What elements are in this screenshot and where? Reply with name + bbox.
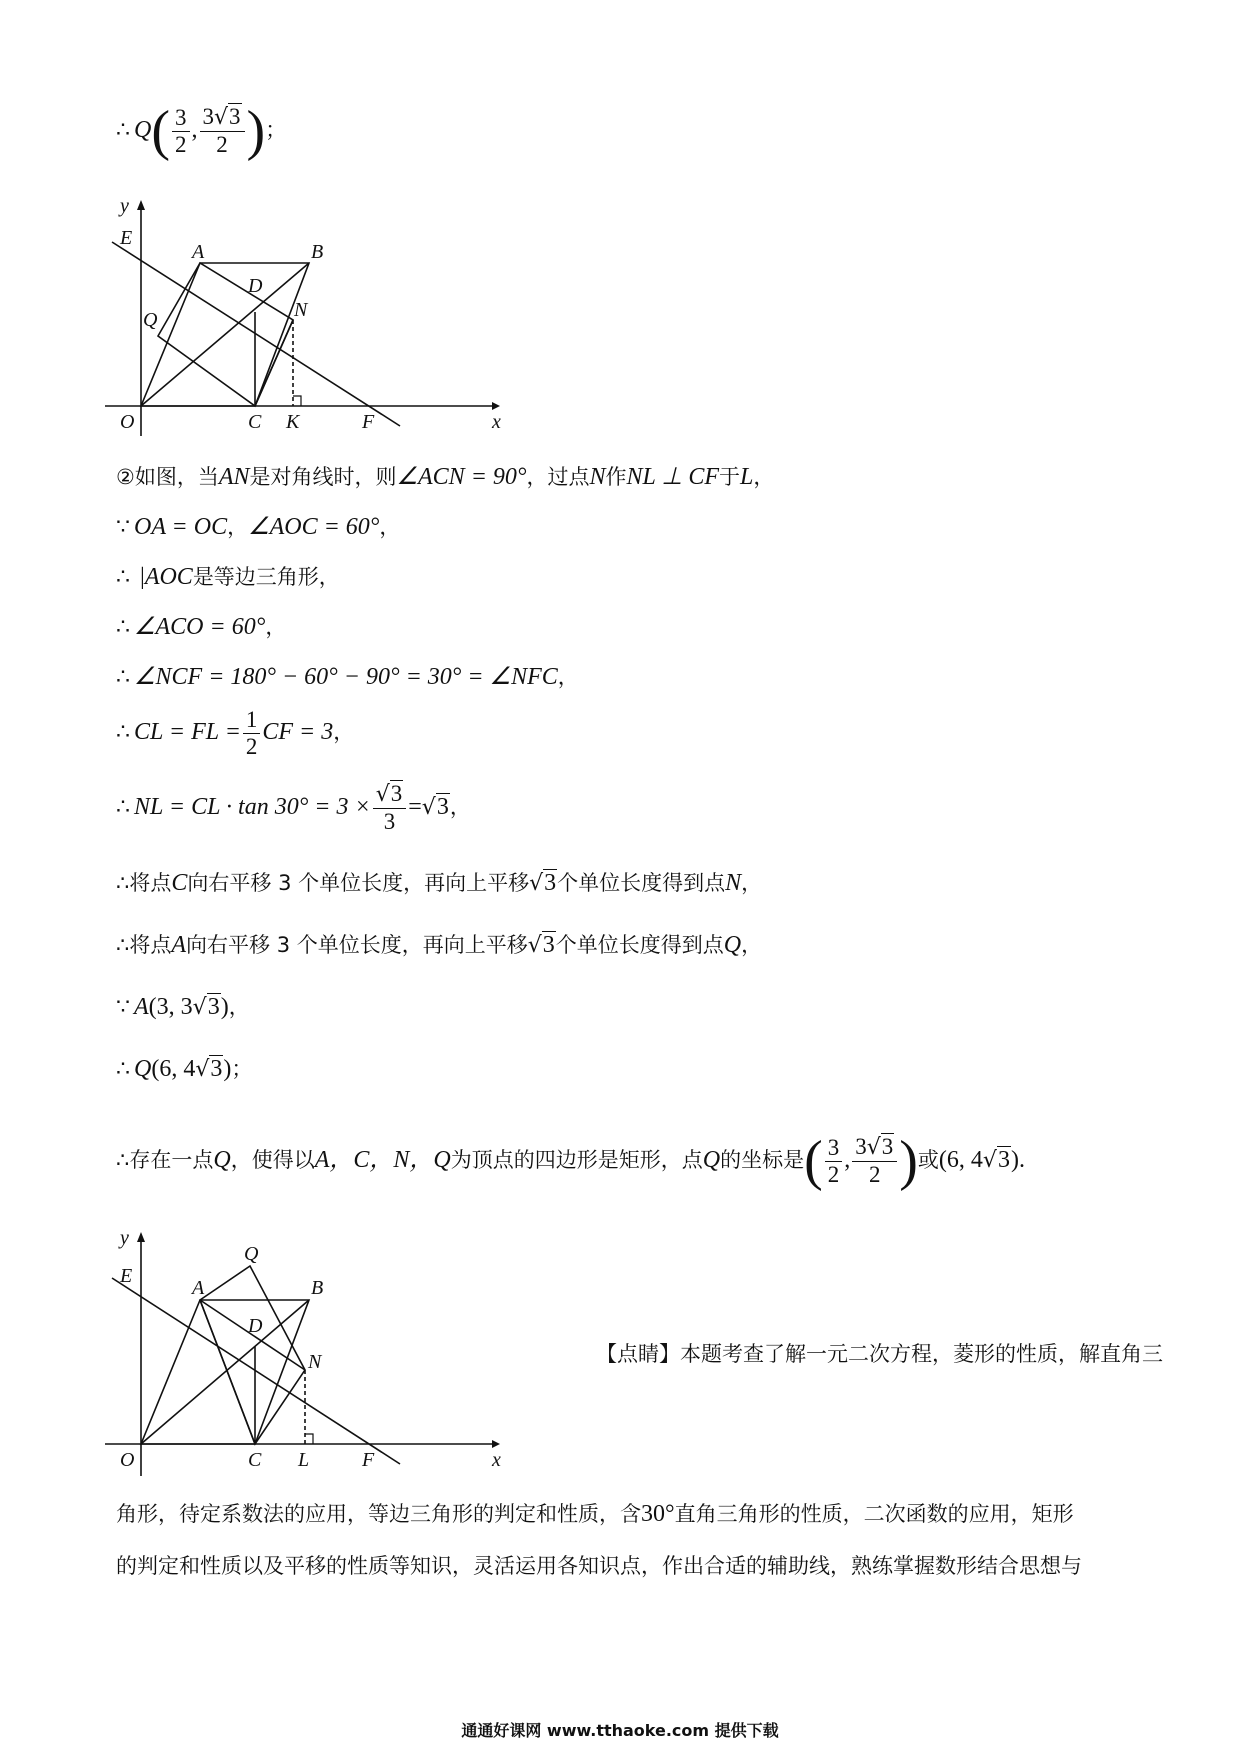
label-n: N [308,1351,322,1373]
text: ， [379,515,401,539]
text: 角形，待定系数法的应用，等边三角形的判定和性质，含 [116,1502,641,1526]
var: L [740,464,754,490]
step2-line5 [116,662,579,693]
text: 作 [605,465,627,489]
radicand: 3 [544,870,557,896]
step2-line10: ∵ A(3, 3√3)， [116,994,250,1020]
label-d: D [248,275,263,297]
fraction-root3-3 [373,781,407,835]
frac-den: 2 [827,1161,840,1187]
step2-line8: ∴将点C向右平移 3 个单位长度，再向上平移√3个单位长度得到点N， [116,870,763,896]
text: ，使得以 [230,1148,315,1172]
line-ef [112,242,400,426]
var: C [171,870,188,896]
radicand: 3 [542,932,555,958]
fraction-3-2 [825,1135,843,1188]
equation: NL = CL · tan 30° = 3 × [134,794,371,820]
label-o: O [120,1449,135,1471]
step2-line6 [116,702,354,763]
equation: OA = OC [134,514,228,540]
therefore-symbol: ∴ [116,615,130,640]
text: 向右平移 3 个单位长度，再向上平移 [186,933,528,957]
text: 为顶点的四边形是矩形，点 [450,1148,703,1172]
text: ∴将点 [116,871,172,895]
label-b: B [311,241,324,263]
note-line1 [116,1488,1126,1540]
label-n: N [294,299,308,321]
therefore-symbol: ∴ [116,118,130,143]
right-paren: ) [246,100,266,162]
radicand: 3 [210,1056,223,1082]
angle: 30° [641,1501,675,1527]
value: 3, 3 [156,994,193,1020]
text: ， [333,720,355,744]
text: 个单位长度得到点 [557,871,726,895]
var: Q [723,932,742,958]
frac-den: 2 [245,733,258,759]
value: 6, 4 [159,1056,196,1082]
equation: ∠NCF = 180° − 60° − 90° = 30° = ∠NFC [134,664,558,690]
frac-num: 3 [825,1135,843,1162]
value: 6, 4 [946,1147,983,1173]
therefore-symbol: ∴ [116,795,130,820]
rectangle-aqnc [200,1266,305,1444]
text: 于 [719,465,740,489]
label-y: y [120,196,129,217]
footer: 通通好课网 www.tthaoke.com 提供下载 [461,1721,779,1740]
text: ， [753,465,775,489]
radicand: 3 [390,781,403,806]
var: N [725,870,742,896]
frac-num: 1 [243,707,261,734]
text: 个单位长度得到点 [555,933,724,957]
points: A，C，N，Q [314,1147,451,1173]
radicand: 3 [207,994,220,1020]
equation: ∠ACN = 90° [396,464,527,490]
var: A [171,932,187,958]
frac-num: 3 [172,105,190,132]
because-symbol: ∵ [116,995,130,1020]
text: ②如图，当 [116,465,219,489]
equation: ∠AOC = 60° [248,514,380,540]
text: ， [228,995,250,1019]
right-paren: ) [899,1130,918,1192]
label-y: y [120,1228,129,1249]
step2-line7: ∴ NL = CL · tan 30° = 3 × $\frac{√3}{3}$ =√3， [116,781,471,834]
var: Q [702,1147,721,1173]
note-heading: 【点睛】本题考查了解一元二次方程，菱形的性质，解直角三 [596,1342,1163,1366]
radicand: 3 [229,104,241,129]
text: ， [227,515,249,539]
text: ∴存在一点 [116,1148,214,1172]
fraction-3root3-2 [200,104,245,158]
frac-num: 3√3 [200,104,245,132]
figure-2 [100,1228,510,1478]
var: A [134,994,149,1020]
label-f: F [362,1449,375,1471]
left-paren: ( [804,1130,823,1192]
equation: CF = 3 [262,719,334,745]
fraction-3-2 [172,105,190,158]
text: ； [231,1057,253,1081]
note-paragraph [116,1488,1126,1592]
therefore-symbol: ∴ [116,720,130,745]
equation: ∠ACO = 60° [134,614,266,640]
label-f: F [362,411,375,433]
var-q: Q [134,117,152,143]
frac-num: √3 [373,781,407,809]
frac-den: 2 [869,1162,881,1187]
step2-line9: ∴将点A向右平移 3 个单位长度，再向上平移√3个单位长度得到点Q， [116,932,763,958]
frac-num: 3√3 [852,1134,897,1162]
period: . [1018,1147,1025,1173]
text: ， [449,795,471,819]
label-a: A [192,241,205,263]
therefore-symbol: ∴ [116,565,130,590]
frac-den: 3 [383,809,396,834]
fraction-1-2 [243,707,261,760]
text: 直角三角形的性质，二次函数的应用，矩形 [674,1502,1074,1526]
comma: , [191,117,198,143]
q-coordinate-line [116,100,286,161]
text: 向右平移 3 个单位长度，再向上平移 [187,871,530,895]
label-d: D [248,1315,263,1337]
label-e: E [120,227,133,249]
equation: NL ⊥ CF [626,464,719,490]
label-a: A [192,1277,205,1299]
label-c: C [248,411,262,433]
equals: = [408,794,422,820]
frac-den: 2 [216,132,228,157]
label-x: x [492,411,501,433]
label-e: E [120,1265,133,1287]
text: ，过点 [526,465,590,489]
text: ∴将点 [116,933,172,957]
text: 或 [917,1148,939,1172]
label-o: O [120,411,135,433]
frac-den: 2 [175,131,187,157]
radicand: 3 [436,794,449,820]
diagonal-ac-unused [200,263,255,406]
radicand: 3 [881,1134,894,1159]
therefore-symbol: ∴ [116,1057,130,1082]
step2-line1 [116,462,774,493]
right-angle-mark [305,1434,313,1444]
fraction-3root3-2 [852,1134,897,1188]
text: 是等边三角形， [192,565,340,589]
step2-line2 [116,512,400,543]
var: Q [134,1056,152,1082]
step2-line3 [116,562,340,593]
label-q: Q [143,309,158,331]
text: 的坐标是 [720,1148,805,1172]
text: 是对角线时，则 [249,465,397,489]
var: AOC [144,564,193,590]
semicolon: ； [265,118,287,142]
var: Q [213,1147,231,1173]
note-line2: 的判定和性质以及平移的性质等知识，灵活运用各知识点，作出合适的辅助线，熟练掌握数形结合思想与 [116,1554,1082,1578]
radicand: 3 [997,1147,1010,1173]
because-symbol: ∵ [116,515,130,540]
text: ， [741,933,763,957]
equation: CL = FL = [134,719,241,745]
label-x: x [492,1449,501,1471]
text: ， [741,871,763,895]
label-q: Q [244,1243,259,1265]
therefore-symbol: ∴ [116,665,130,690]
var: N [589,464,606,490]
figure-1 [100,196,510,436]
diagonal-ob [141,1300,309,1444]
step2-line11: ∴ Q(6, 4√3)； [116,1056,253,1082]
step2-line4 [116,612,286,643]
left-paren: ( [151,100,170,162]
label-k: K [286,411,300,433]
label-b: B [311,1277,324,1299]
right-angle-mark [293,396,301,406]
var: AN [218,464,250,490]
step2-line12: ∴存在一点Q，使得以A，C，N，Q为顶点的四边形是矩形，点Q的坐标是( $\frac{3}{2}$ , $\frac{3√3}{2}$ )或(6, 4√3). [116,1130,1025,1192]
triangle-mark: | [134,564,145,590]
text: ， [557,665,579,689]
text: ， [265,615,287,639]
line-ef [112,1278,400,1464]
coef: 3 [855,1134,867,1159]
coef: 3 [202,104,214,129]
label-c: C [248,1449,262,1471]
label-l: L [298,1449,310,1471]
